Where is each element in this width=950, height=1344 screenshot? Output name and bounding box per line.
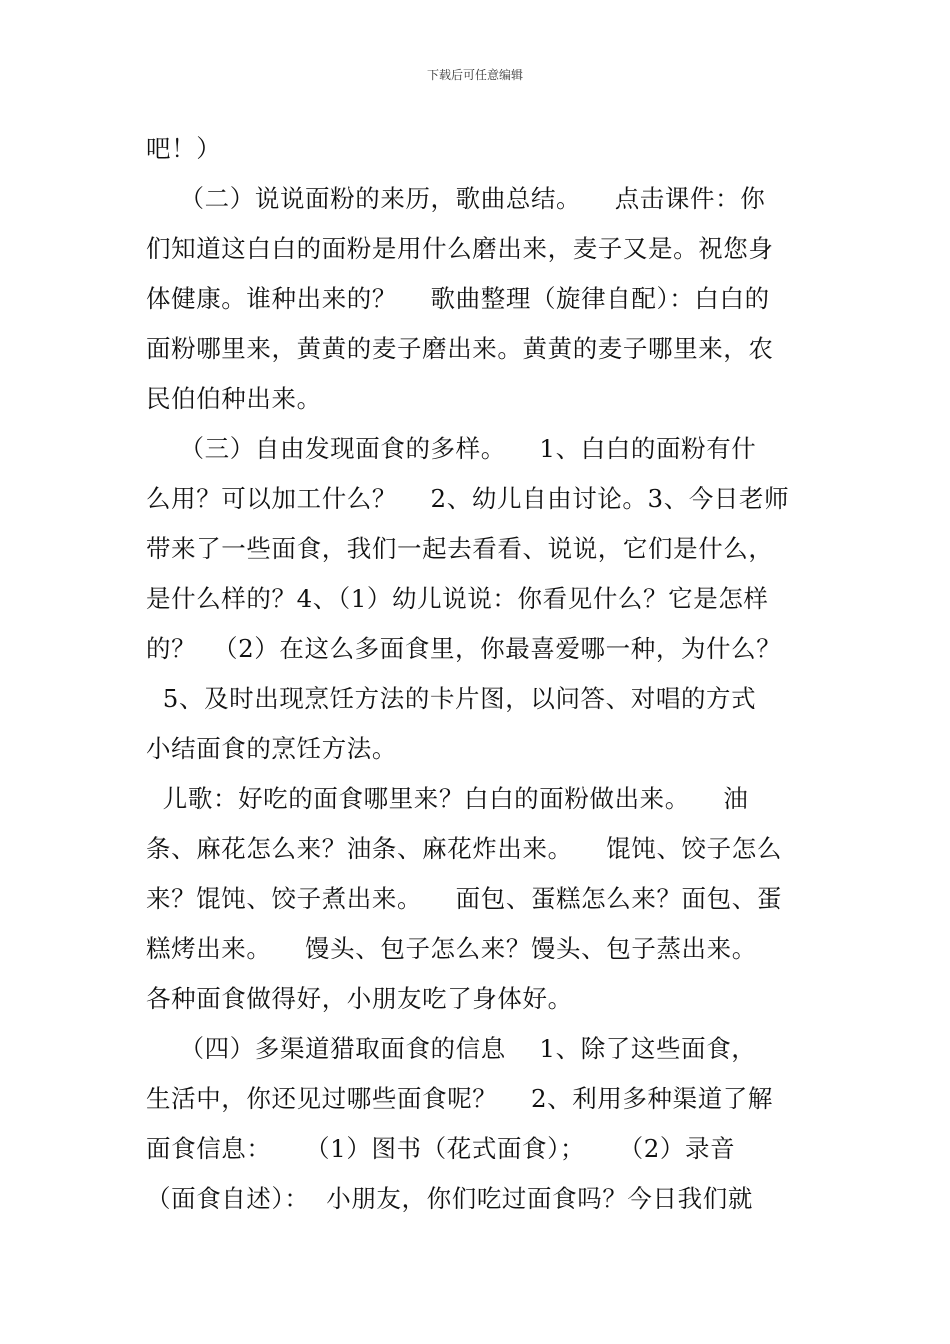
text-line: （四）多渠道猎取面食的信息 1、除了这些面食， (146, 1034, 757, 1063)
text-line: 5、及时出现烹饪方法的卡片图，以问答、对唱的方式 (146, 684, 757, 713)
text-line: 是什么样的？4、（1）幼儿说说：你看见什么？它是怎样 (146, 584, 769, 613)
text-line: 各种面食做得好，小朋友吃了身体好。 (146, 984, 573, 1013)
document-body (146, 124, 810, 1224)
text-line: （三）自由发现面食的多样。 1、白白的面粉有什 (146, 434, 757, 463)
text-line: 糕烤出来。 馒头、包子怎么来？馒头、包子蒸出来。 (146, 934, 757, 963)
text-line: 么用？可以加工什么？ 2、幼儿自由讨论。3、今日老师 (146, 484, 790, 513)
text-line: （二）说说面粉的来历，歌曲总结。 点击课件：你 (146, 184, 766, 213)
text-line: 生活中，你还见过哪些面食呢？ 2、利用多种渠道了解 (146, 1084, 774, 1113)
text-line: 们知道这白白的面粉是用什么磨出来，麦子又是。祝您身 (146, 234, 774, 263)
text-line: 体健康。谁种出来的？ 歌曲整理（旋律自配）：白白的 (146, 284, 770, 313)
text-line: 面食信息： （1）图书（花式面食）； （2）录音 (146, 1134, 736, 1163)
text-line: 吧！） (146, 134, 222, 163)
text-line: 带来了一些面食，我们一起去看看、说说，它们是什么， (146, 534, 774, 563)
text-line: 面粉哪里来，黄黄的麦子磨出来。黄黄的麦子哪里来，农 (146, 334, 774, 363)
text-line: 条、麻花怎么来？油条、麻花炸出来。 馄饨、饺子怎么 (146, 834, 782, 863)
text-line: 儿歌：好吃的面食哪里来？白白的面粉做出来。 油 (146, 784, 749, 813)
text-line: （面食自述）： 小朋友，你们吃过面食吗？今日我们就 (146, 1184, 753, 1213)
text-line: 民伯伯种出来。 (146, 384, 322, 413)
text-line: 的？ （2）在这么多面食里，你最喜爱哪一种，为什么？ (146, 634, 782, 663)
text-line: 小结面食的烹饪方法。 (146, 734, 397, 763)
text-line: 来？馄饨、饺子煮出来。 面包、蛋糕怎么来？面包、蛋 (146, 884, 782, 913)
page-header: 下载后可任意编辑 (426, 68, 523, 82)
